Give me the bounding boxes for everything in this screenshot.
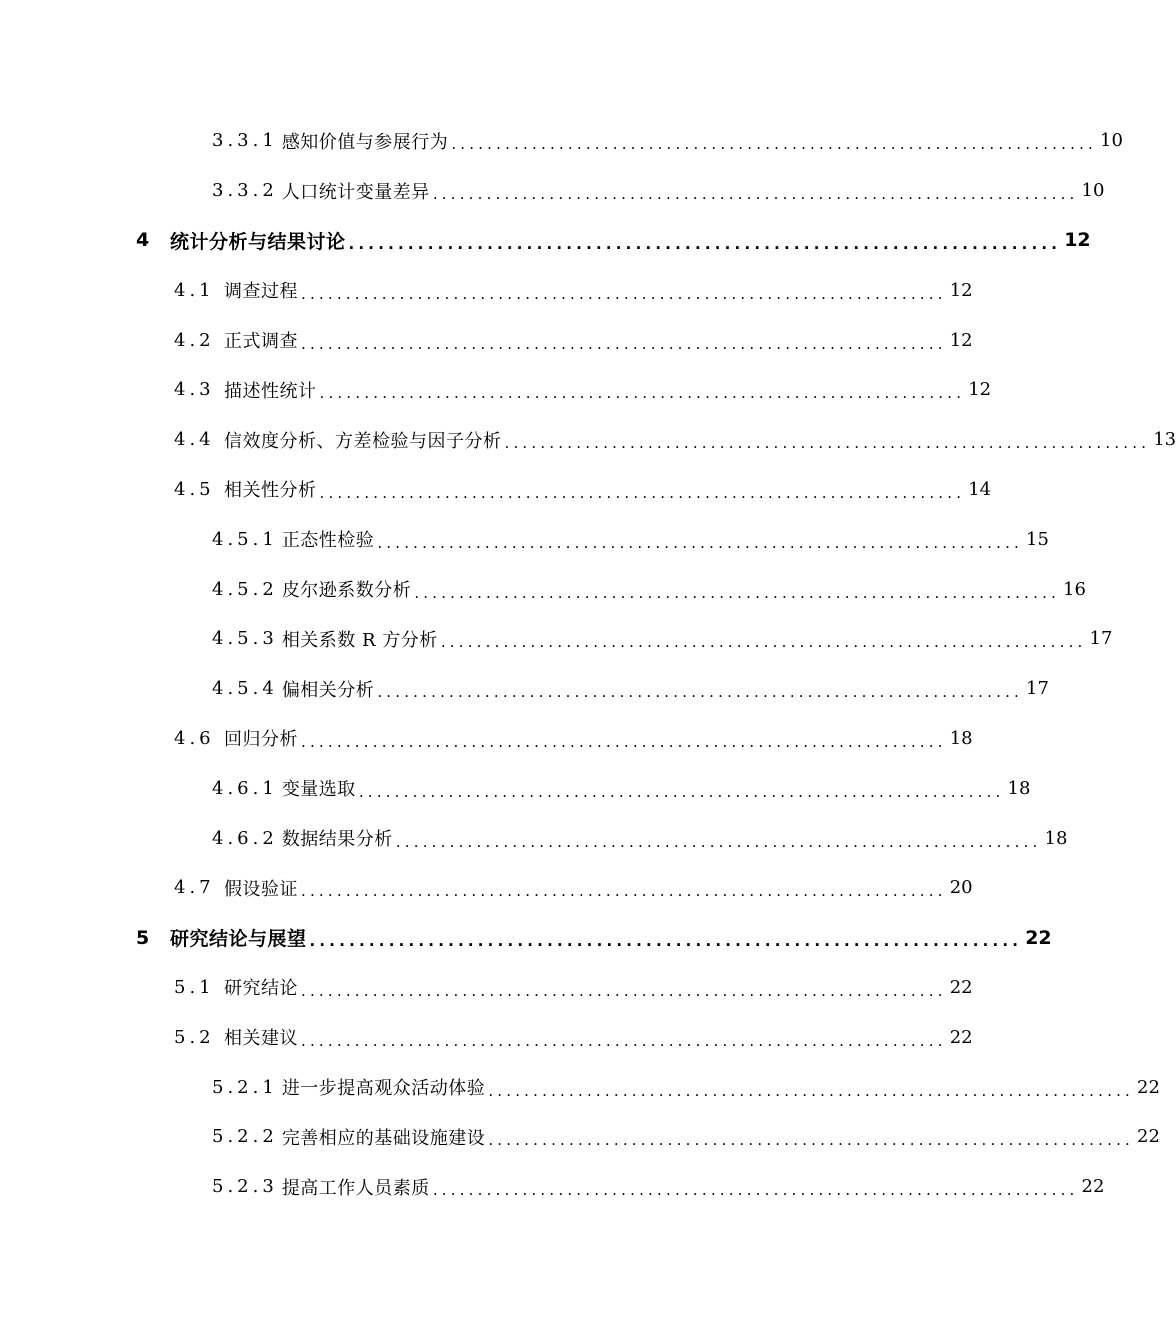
toc-dot-leader: ........................................................................: [377, 533, 1024, 552]
toc-dot-leader: ........................................................................: [432, 1181, 1079, 1200]
toc-dot-leader: ........................................................................: [395, 832, 1042, 851]
toc-dot-leader: ........................................................................: [432, 185, 1079, 204]
toc-dot-leader: ........................................................................: [377, 683, 1024, 702]
toc-entry[interactable]: [0, 614, 1113, 664]
toc-entry-title: 正式调查: [224, 331, 298, 353]
toc-entry-title: 研究结论: [224, 978, 298, 1000]
toc-entry-title: 进一步提高观众活动体验: [281, 1078, 486, 1100]
toc-entry-number: 4.5.1: [212, 528, 278, 550]
toc-entry-title: 信效度分析、方差检验与因子分析: [224, 430, 502, 452]
toc-entry[interactable]: [0, 664, 1049, 714]
toc-entry-number: 4: [136, 229, 150, 252]
toc-entry[interactable]: [0, 963, 973, 1013]
toc-entry[interactable]: [0, 1062, 1160, 1112]
toc-entry-page-number: 20: [949, 877, 973, 899]
toc-dot-leader: ........................................................................: [451, 135, 1098, 154]
toc-entry-number: 4.4: [174, 429, 215, 451]
toc-entry[interactable]: [0, 166, 1105, 216]
toc-dot-leader: ........................................................................: [488, 1081, 1135, 1100]
toc-entry-page-number: 10: [1081, 180, 1105, 202]
toc-entry-page-number: 22: [1137, 1076, 1160, 1098]
toc-entry-title: 统计分析与结果讨论: [170, 230, 346, 253]
toc-entry-number: 3.3.1: [212, 130, 278, 152]
toc-entry-page-number: 17: [1089, 628, 1113, 650]
toc-entry[interactable]: [0, 216, 1091, 266]
toc-entry[interactable]: [0, 116, 1123, 166]
toc-entry[interactable]: [0, 265, 973, 315]
toc-entry[interactable]: [0, 813, 1068, 863]
toc-dot-leader: ........................................................................: [301, 981, 947, 1000]
toc-entry-page-number: 12: [949, 279, 973, 301]
toc-entry-title: 相关建议: [224, 1028, 298, 1050]
toc-entry-title: 描述性统计: [224, 380, 317, 402]
toc-entry-page-number: 13: [1153, 429, 1176, 451]
toc-entry-number: 5.2: [174, 1026, 215, 1048]
toc-dot-leader: ........................................................................: [301, 334, 947, 353]
toc-entry-page-number: 22: [949, 976, 973, 998]
toc-entry[interactable]: [0, 714, 973, 764]
toc-entry-number: 5: [136, 926, 150, 949]
toc-entry-number: 4.6.1: [212, 777, 278, 799]
toc-entry-title: 假设验证: [224, 878, 298, 900]
toc-entry[interactable]: [0, 1012, 973, 1062]
toc-entry[interactable]: [0, 763, 1031, 813]
toc-entry-page-number: 12: [1064, 229, 1091, 252]
toc-dot-leader: ........................................................................: [301, 882, 947, 901]
toc-entry-page-number: 17: [1026, 678, 1049, 700]
toc-entry-number: 4.2: [174, 329, 215, 351]
toc-dot-leader: ........................................................................: [301, 284, 947, 303]
toc-entry[interactable]: [0, 1112, 1160, 1162]
toc-entry-number: 5.2.2: [212, 1126, 278, 1148]
toc-entry-page-number: 15: [1026, 528, 1049, 550]
toc-entry-number: 4.7: [174, 877, 215, 899]
toc-entry-title: 相关性分析: [224, 480, 317, 502]
toc-entry-number: 4.6.2: [212, 827, 278, 849]
toc-dot-leader: ........................................................................: [319, 384, 966, 403]
toc-entry-title: 变量选取: [281, 779, 356, 801]
toc-entry-page-number: 12: [968, 379, 992, 401]
toc-entry-title: 完善相应的基础设施建设: [281, 1127, 486, 1149]
toc-dot-leader: ........................................................................: [309, 932, 1023, 951]
toc-entry[interactable]: [0, 365, 992, 415]
toc-entry-title: 正态性检验: [281, 530, 375, 552]
toc-entry-number: 4.5: [174, 478, 215, 500]
toc-entry-number: 4.6: [174, 727, 215, 749]
toc-entry-title: 提高工作人员素质: [281, 1177, 430, 1199]
toc-entry-page-number: 14: [968, 478, 992, 500]
toc-entry[interactable]: [0, 465, 992, 515]
toc-entry-number: 4.5.2: [212, 578, 278, 600]
toc-entry[interactable]: [0, 1162, 1105, 1212]
toc-entry-number: 4.1: [174, 279, 215, 301]
toc-dot-leader: ........................................................................: [348, 234, 1062, 253]
toc-entry-title: 皮尔逊系数分析: [281, 580, 412, 602]
toc-entry-number: 5.2.3: [212, 1176, 278, 1198]
toc-entry-page-number: 22: [1025, 926, 1052, 949]
toc-entry-page-number: 12: [949, 329, 973, 351]
toc-entry-number: 3.3.2: [212, 180, 278, 202]
toc-dot-leader: ........................................................................: [319, 483, 966, 502]
table-of-contents: [0, 116, 1176, 1212]
toc-entry-number: 5.2.1: [212, 1076, 278, 1098]
toc-entry-title: 调查过程: [224, 281, 298, 303]
toc-entry[interactable]: [0, 315, 973, 365]
toc-entry-page-number: 16: [1063, 578, 1086, 600]
toc-entry-title: 偏相关分析: [281, 679, 375, 701]
toc-dot-leader: ........................................................................: [301, 732, 947, 751]
toc-entry[interactable]: [0, 913, 1052, 963]
toc-entry[interactable]: [0, 863, 973, 913]
toc-dot-leader: ........................................................................: [358, 782, 1005, 801]
toc-entry-title: 研究结论与展望: [170, 928, 307, 951]
toc-entry[interactable]: [0, 564, 1086, 614]
toc-dot-leader: ........................................................................: [504, 434, 1151, 453]
toc-entry-page-number: 18: [1044, 827, 1068, 849]
toc-entry-title: 感知价值与参展行为: [281, 131, 449, 153]
toc-entry-title: 相关系数 R 方分析: [281, 629, 438, 651]
toc-entry-page-number: 18: [1007, 777, 1031, 799]
toc-dot-leader: ........................................................................: [414, 583, 1061, 602]
toc-entry-title: 数据结果分析: [281, 829, 393, 851]
toc-entry-number: 5.1: [174, 976, 215, 998]
toc-entry-number: 4.5.3: [212, 628, 278, 650]
toc-entry-number: 4.5.4: [212, 678, 278, 700]
toc-dot-leader: ........................................................................: [440, 633, 1087, 652]
toc-dot-leader: ........................................................................: [488, 1131, 1135, 1150]
toc-entry-title: 人口统计变量差异: [281, 181, 430, 203]
toc-entry-page-number: 10: [1100, 130, 1123, 152]
toc-entry[interactable]: [0, 415, 1176, 465]
toc-entry-page-number: 18: [949, 727, 973, 749]
toc-dot-leader: ........................................................................: [301, 1031, 947, 1050]
toc-entry-page-number: 22: [1137, 1126, 1160, 1148]
toc-entry-number: 4.3: [174, 379, 215, 401]
toc-entry[interactable]: [0, 514, 1049, 564]
toc-entry-page-number: 22: [949, 1026, 973, 1048]
toc-entry-page-number: 22: [1081, 1176, 1105, 1198]
toc-entry-title: 回归分析: [224, 729, 298, 751]
